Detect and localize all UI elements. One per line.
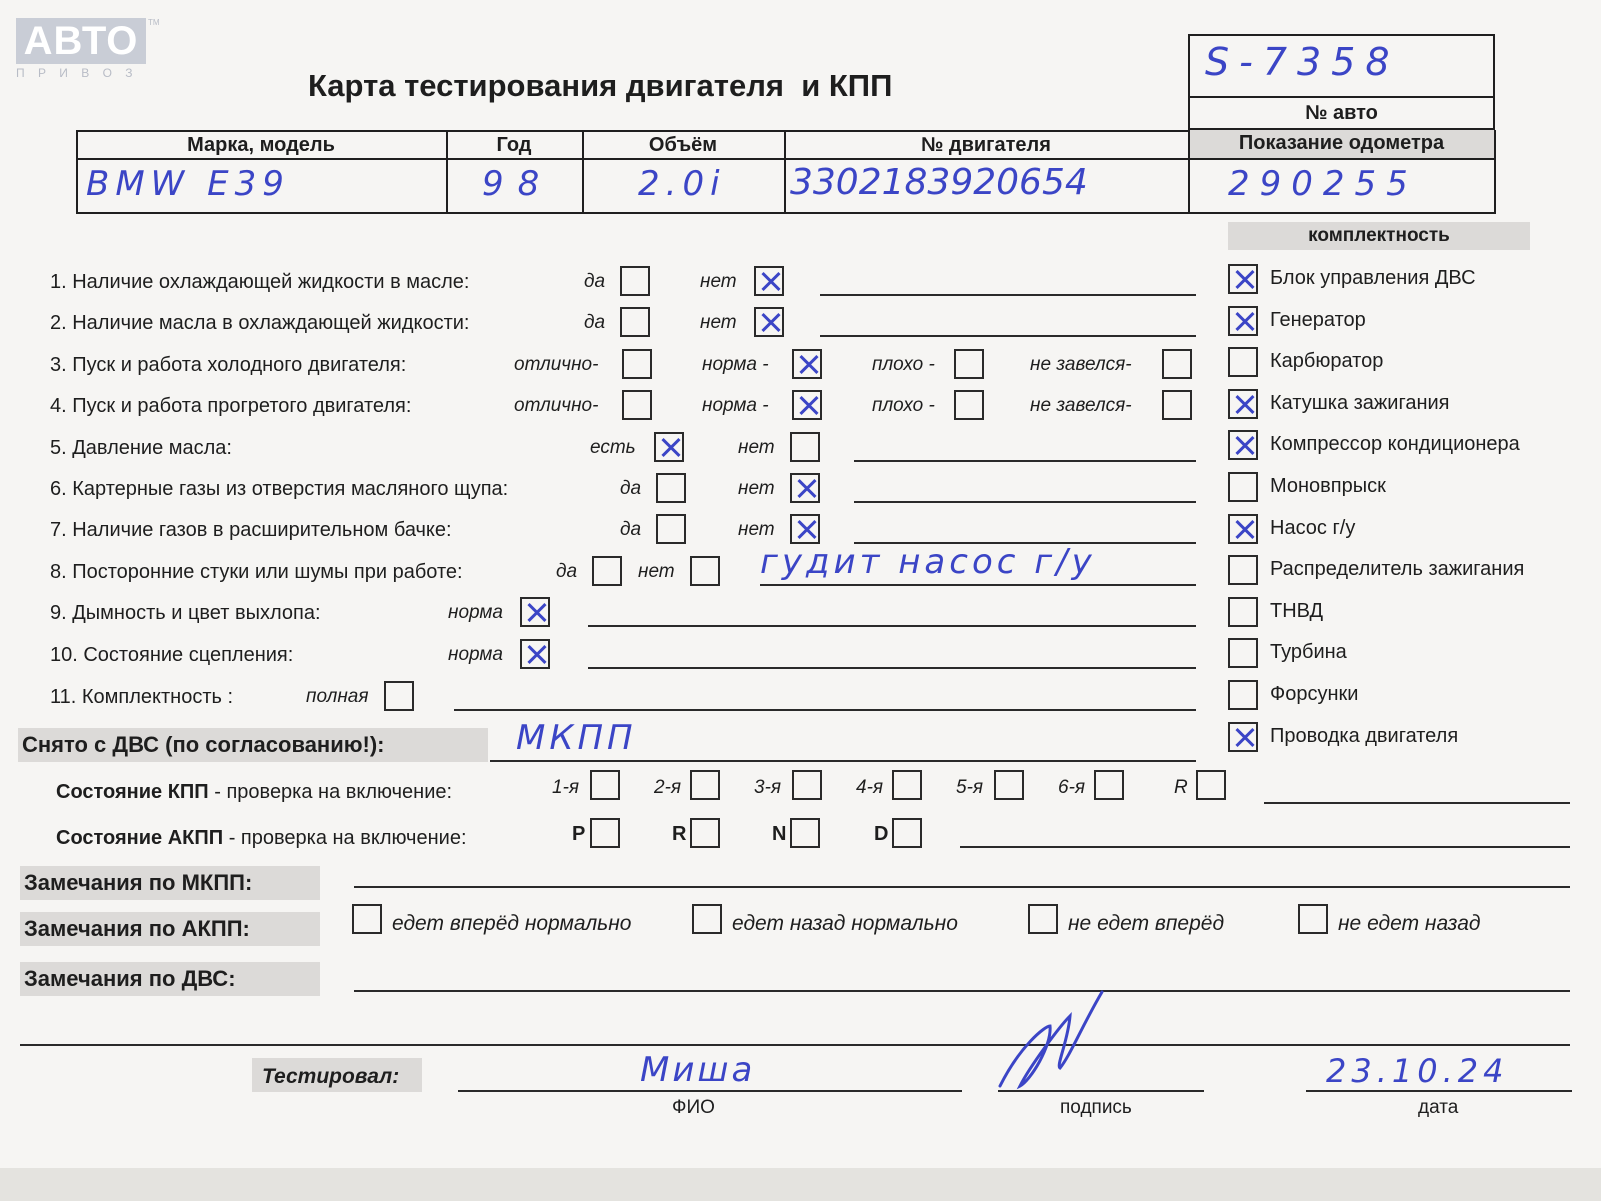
test-4-option-label-2: плохо - (872, 395, 935, 416)
test-label-9: 9. Дымность и цвет выхлопа: (50, 602, 321, 624)
kpp-gear-check-5[interactable] (1094, 770, 1124, 800)
kpp-gear-check-1[interactable] (690, 770, 720, 800)
completeness-label-9: Турбина (1270, 641, 1347, 664)
test-2-option-check-0[interactable] (620, 307, 650, 337)
test-2-remark-underline[interactable] (820, 335, 1196, 337)
completeness-check-4[interactable] (1228, 430, 1258, 460)
akpp-remark-label-0: едет вперёд нормально (392, 912, 632, 935)
test-3-option-check-1[interactable] (792, 349, 822, 379)
date-value: 23.10.24 (1326, 1052, 1509, 1090)
test-9-remark-underline[interactable] (588, 625, 1196, 627)
akpp-remark-check-0[interactable] (352, 904, 382, 934)
completeness-label-10: Форсунки (1270, 683, 1359, 705)
test-9-option-check-0[interactable] (520, 597, 550, 627)
kpp-gear-label-5: 6-я (1058, 777, 1086, 798)
test-label-10: 10. Состояние сцепления: (50, 644, 294, 666)
test-2-option-check-1[interactable] (754, 307, 784, 337)
akpp-gear-label-0: P (572, 823, 586, 845)
test-3-option-check-3[interactable] (1162, 349, 1192, 379)
kpp-gear-label-2: 3-я (754, 777, 782, 798)
test-11-option-check-0[interactable] (384, 681, 414, 711)
logo-sub: П Р И В О З (16, 66, 138, 80)
completeness-label-8: ТНВД (1270, 599, 1324, 622)
remarks-dvs-underline[interactable] (354, 990, 1570, 992)
kpp-label-rest: - проверка на включение: (208, 781, 453, 803)
test-6-option-check-1[interactable] (790, 473, 820, 503)
akpp-remark-check-2[interactable] (1028, 904, 1058, 934)
akpp-gear-check-3[interactable] (892, 818, 922, 848)
header-year: Год (496, 134, 532, 156)
remarks-dvs-label: Замечания по ДВС: (24, 966, 236, 991)
completeness-label-6: Насос г/у (1270, 516, 1356, 539)
akpp-underline[interactable] (960, 846, 1570, 848)
signature-caption: подпись (1060, 1097, 1132, 1118)
header-volume: Объём (648, 134, 718, 156)
removed-underline[interactable] (490, 760, 1196, 762)
name-caption: ФИО (672, 1097, 715, 1118)
avtoprivoz-logo (16, 18, 160, 84)
completeness-check-8[interactable] (1228, 597, 1258, 627)
completeness-check-0[interactable] (1228, 264, 1258, 294)
akpp-remark-check-3[interactable] (1298, 904, 1328, 934)
value-engine-number: 3302183920654 (790, 162, 1088, 203)
test-11-option-label-0: полная (306, 686, 369, 707)
kpp-gear-label-3: 4-я (856, 777, 884, 798)
test-5-option-label-1: нет (738, 437, 775, 458)
test-4-option-label-0: отлично- (514, 395, 599, 416)
completeness-label-7: Распределитель зажигания (1270, 558, 1525, 581)
test-3-option-label-3: не завелся- (1030, 354, 1132, 375)
test-7-option-check-1[interactable] (790, 514, 820, 544)
test-1-option-label-0: да (584, 271, 606, 292)
test-4-option-label-3: не завелся- (1030, 395, 1132, 416)
completeness-title: комплектность (1308, 225, 1450, 246)
completeness-check-7[interactable] (1228, 555, 1258, 585)
completeness-label-3: Катушка зажигания (1270, 391, 1450, 414)
header-odometer: Показание одометра (1238, 132, 1445, 154)
value-make-model: BMW E39 (86, 164, 290, 204)
completeness-check-10[interactable] (1228, 680, 1258, 710)
test-11-remark-underline[interactable] (454, 709, 1196, 711)
signature-image (990, 986, 1130, 1102)
test-1-option-check-1[interactable] (754, 266, 784, 296)
test-9-option-label-0: норма (448, 602, 503, 623)
test-4-option-check-3[interactable] (1162, 390, 1192, 420)
test-label-7: 7. Наличие газов в расширительном бачке: (50, 519, 452, 541)
test-3-option-check-2[interactable] (954, 349, 984, 379)
test-8-option-check-1[interactable] (690, 556, 720, 586)
test-1-option-label-1: нет (700, 271, 737, 292)
kpp-label (56, 780, 452, 804)
test-2-option-label-1: нет (700, 312, 737, 333)
name-value: Миша (640, 1050, 756, 1090)
akpp-label-rest: - проверка на включение: (223, 827, 467, 849)
test-5-option-check-0[interactable] (654, 432, 684, 462)
test-6-remark-underline[interactable] (854, 501, 1196, 503)
auto-number-label: № авто (1305, 102, 1378, 124)
test-3-option-label-2: плохо - (872, 354, 935, 375)
auto-number-value: S-7358 (1205, 40, 1400, 84)
completeness-label-11: Проводка двигателя (1270, 724, 1459, 747)
akpp-remark-label-2: не едет вперёд (1068, 912, 1225, 935)
page-title: Карта тестирования двигателя и КПП (308, 68, 893, 103)
test-10-option-label-0: норма (448, 644, 503, 665)
test-4-option-check-2[interactable] (954, 390, 984, 420)
kpp-gear-check-2[interactable] (792, 770, 822, 800)
completeness-check-1[interactable] (1228, 306, 1258, 336)
akpp-gear-check-0[interactable] (590, 818, 620, 848)
completeness-check-2[interactable] (1228, 347, 1258, 377)
completeness-label-2: Карбюратор (1270, 350, 1384, 373)
date-caption: дата (1418, 1097, 1459, 1118)
test-8-option-check-0[interactable] (592, 556, 622, 586)
header-engine-number: № двигателя (921, 134, 1051, 156)
test-3-option-label-1: норма - (702, 354, 769, 375)
test-4-option-label-1: норма - (702, 395, 769, 416)
test-1-option-check-0[interactable] (620, 266, 650, 296)
akpp-remark-label-1: едет назад нормально (732, 912, 958, 935)
kpp-gear-check-4[interactable] (994, 770, 1024, 800)
value-volume: 2.0i (638, 164, 726, 204)
kpp-gear-check-0[interactable] (590, 770, 620, 800)
completeness-check-9[interactable] (1228, 638, 1258, 668)
test-8-remark-underline[interactable] (760, 584, 1196, 586)
test-8-option-label-0: да (556, 561, 578, 582)
test-10-remark-underline[interactable] (588, 667, 1196, 669)
akpp-label (56, 826, 467, 850)
test-7-option-check-0[interactable] (656, 514, 686, 544)
auto-number-divider (1188, 96, 1495, 98)
test-label-6: 6. Картерные газы из отверстия масляного щупа: (50, 478, 509, 500)
akpp-gear-check-2[interactable] (790, 818, 820, 848)
completeness-check-5[interactable] (1228, 472, 1258, 502)
completeness-label-1: Генератор (1270, 308, 1366, 331)
test-3-option-check-0[interactable] (622, 349, 652, 379)
test-10-option-check-0[interactable] (520, 639, 550, 669)
test-label-11: 11. Комплектность : (50, 686, 234, 708)
test-5-option-label-0: есть (590, 437, 636, 458)
kpp-underline[interactable] (1264, 802, 1570, 804)
removed-label: Снято с ДВС (по согласованию!): (22, 732, 385, 757)
completeness-label-0: Блок управления ДВС (1270, 267, 1476, 289)
akpp-gear-check-1[interactable] (690, 818, 720, 848)
vehicle-table-row-divider (76, 158, 1496, 160)
test-8-option-label-1: нет (638, 561, 675, 582)
logo-main: АВТО (16, 18, 146, 64)
kpp-gear-label-4: 5-я (956, 777, 984, 798)
test-label-4: 4. Пуск и работа прогретого двигателя: (50, 395, 412, 417)
value-odometer: 290255 (1228, 164, 1418, 204)
completeness-check-6[interactable] (1228, 514, 1258, 544)
date-underline[interactable] (1306, 1090, 1572, 1092)
remarks-mkpp-label: Замечания по МКПП: (24, 870, 253, 895)
akpp-remark-check-1[interactable] (692, 904, 722, 934)
remarks-akpp-label: Замечания по АКПП: (24, 916, 250, 941)
akpp-gear-label-2: N (772, 823, 787, 845)
test-1-remark-underline[interactable] (820, 294, 1196, 296)
kpp-gear-label-6: R (1174, 777, 1188, 798)
test-label-5: 5. Давление масла: (50, 437, 232, 459)
akpp-label-bold: Состояние АКПП (56, 827, 224, 849)
value-year: 98 (482, 164, 554, 204)
name-underline[interactable] (458, 1090, 962, 1092)
kpp-gear-check-3[interactable] (892, 770, 922, 800)
completeness-label-5: Моновпрыск (1270, 475, 1386, 497)
test-6-option-label-1: нет (738, 478, 775, 499)
test-3-option-label-0: отлично- (514, 354, 599, 375)
completeness-check-3[interactable] (1228, 389, 1258, 419)
test-label-1: 1. Наличие охлаждающей жидкости в масле: (50, 271, 470, 293)
test-4-option-check-0[interactable] (622, 390, 652, 420)
test-6-option-check-0[interactable] (656, 473, 686, 503)
signature-underline[interactable] (998, 1090, 1204, 1092)
logo-tm: TM (148, 18, 160, 27)
akpp-gear-label-3: D (874, 823, 889, 845)
completeness-check-11[interactable] (1228, 722, 1258, 752)
kpp-gear-label-1: 2-я (654, 777, 682, 798)
test-6-option-label-0: да (620, 478, 642, 499)
test-label-2: 2. Наличие масла в охлаждающей жидкости: (50, 312, 470, 334)
test-4-option-check-1[interactable] (792, 390, 822, 420)
test-5-remark-underline[interactable] (854, 460, 1196, 462)
kpp-label-bold: Состояние КПП (56, 781, 209, 803)
test-label-3: 3. Пуск и работа холодного двигателя: (50, 354, 407, 376)
removed-value: МКПП (516, 718, 637, 758)
remarks-mkpp-underline[interactable] (354, 886, 1570, 888)
tested-label: Тестировал: (262, 1065, 400, 1088)
kpp-gear-label-0: 1-я (552, 777, 580, 798)
kpp-gear-check-6[interactable] (1196, 770, 1226, 800)
test-5-option-check-1[interactable] (790, 432, 820, 462)
akpp-remark-label-3: не едет назад (1338, 912, 1481, 935)
completeness-label-4: Компрессор кондиционера (1270, 433, 1520, 456)
test-2-option-label-0: да (584, 312, 606, 333)
test-7-option-label-0: да (620, 519, 642, 540)
header-make-model: Марка, модель (187, 134, 335, 156)
test-label-8: 8. Посторонние стуки или шумы при работе: (50, 561, 463, 583)
test-8-remark-value: гудит насос г/у (760, 542, 1096, 582)
remarks-dvs-underline-2[interactable] (20, 1044, 1570, 1046)
test-7-option-label-1: нет (738, 519, 775, 540)
akpp-gear-label-1: R (672, 823, 687, 845)
